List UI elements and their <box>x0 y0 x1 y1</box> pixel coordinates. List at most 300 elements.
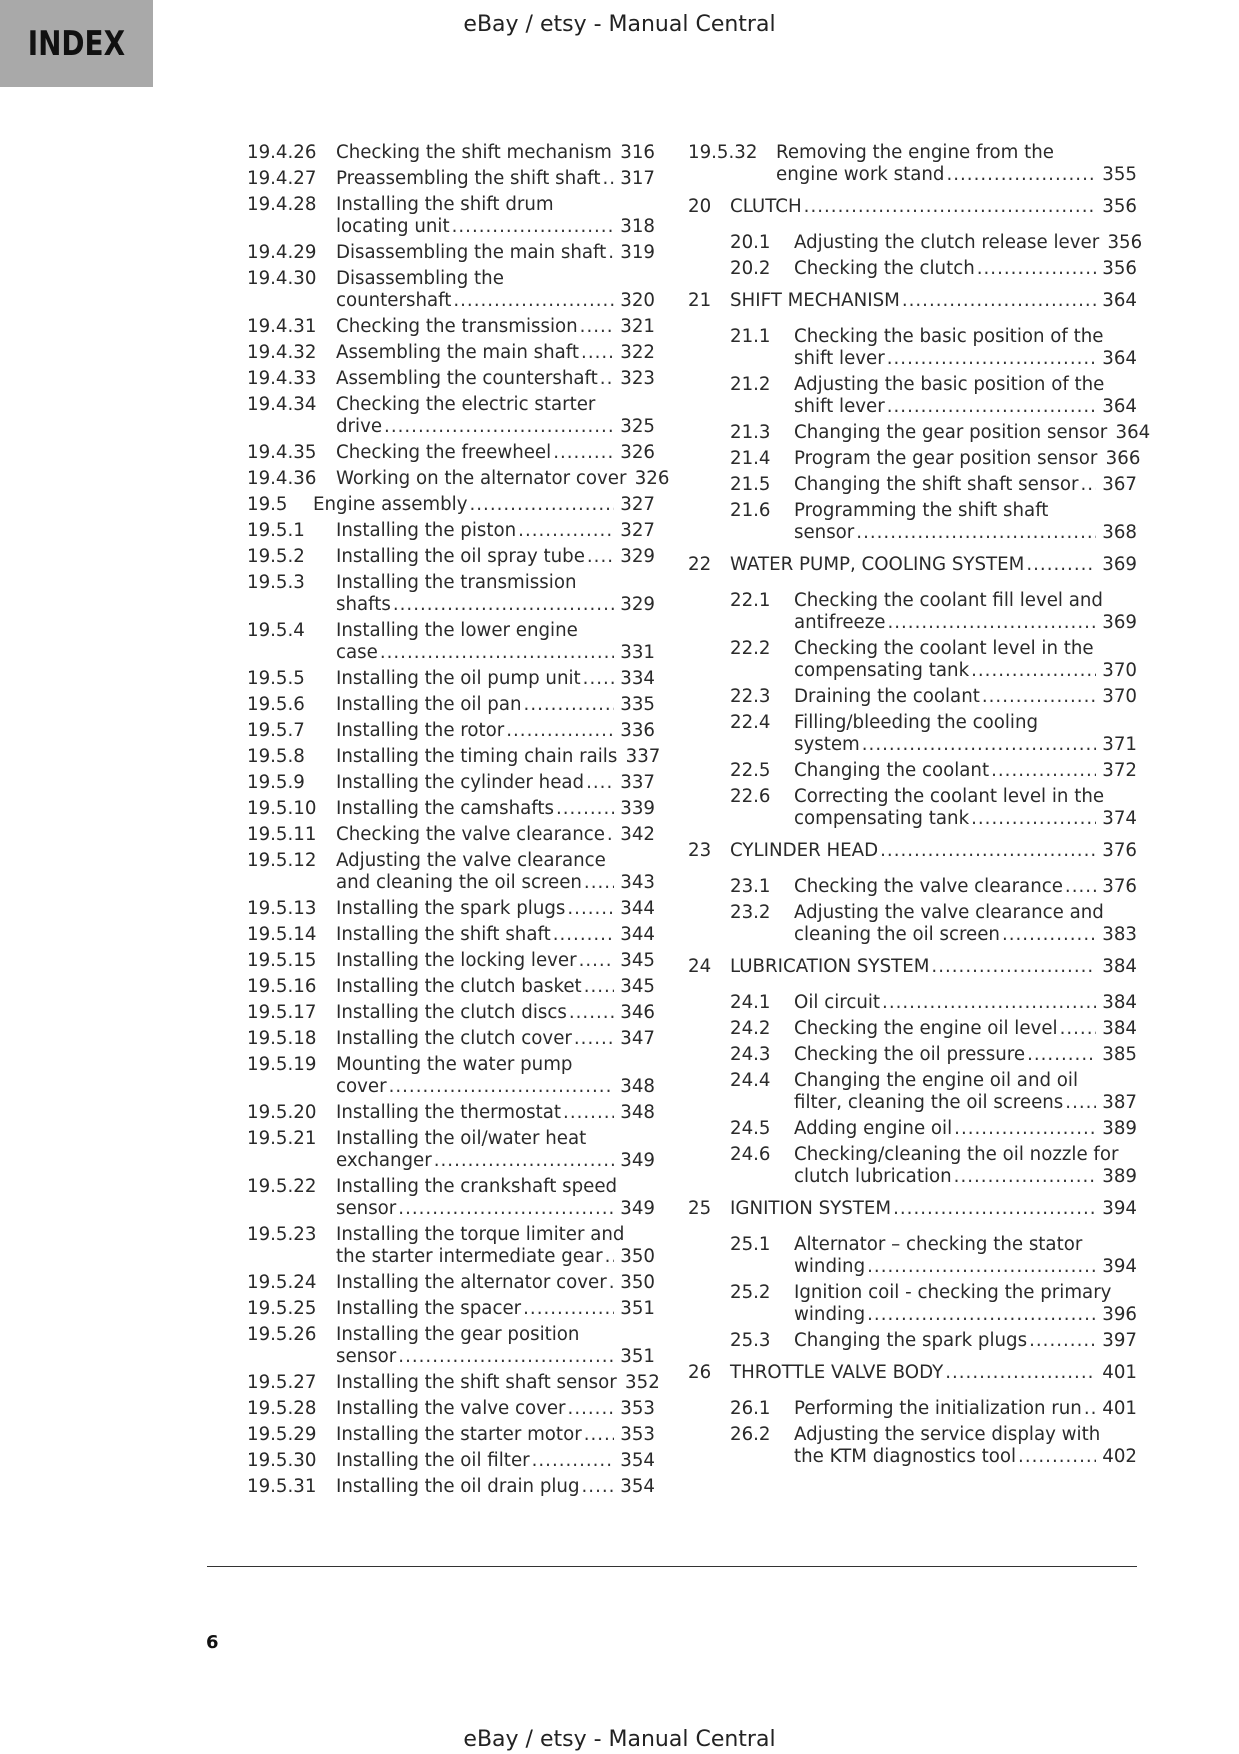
toc-entry-title-line: Installing the lower engine <box>336 620 578 641</box>
toc-entry[interactable] <box>688 422 1151 444</box>
dot-leader <box>563 1102 614 1124</box>
toc-entry-number: 19.5.10 <box>247 798 317 819</box>
toc-entry-number: 23.2 <box>730 902 771 923</box>
dot-leader <box>567 898 614 920</box>
toc-entry-number: 19.5.1 <box>247 520 305 541</box>
toc-entry[interactable] <box>247 1424 655 1446</box>
dot-leader <box>804 196 1096 218</box>
toc-entry-page: 336 <box>620 720 655 741</box>
toc-entry-page: 346 <box>620 1002 655 1023</box>
toc-entry-title-line: Installing the spacer <box>336 1298 522 1319</box>
toc-entry[interactable] <box>688 500 1137 544</box>
toc-entry[interactable] <box>247 442 655 464</box>
toc-entry-title-line: filter, cleaning the oil screens <box>794 1092 1064 1113</box>
dot-leader <box>1018 1446 1096 1468</box>
toc-entry-page: 367 <box>1102 474 1137 495</box>
toc-entry[interactable] <box>688 1044 1137 1066</box>
toc-entry[interactable] <box>247 1002 655 1024</box>
toc-entry[interactable] <box>688 1398 1137 1420</box>
toc-entry-title-line: Checking the coolant level in the <box>794 638 1094 659</box>
toc-entry-page: 355 <box>1102 164 1137 185</box>
toc-entry-page: 385 <box>1102 1044 1137 1065</box>
toc-entry-title-line: shift lever <box>794 348 885 369</box>
toc-entry-page: 320 <box>620 290 655 311</box>
toc-entry-title-line: Changing the gear position sensor <box>794 422 1108 443</box>
toc-left-column <box>247 142 670 1502</box>
toc-entry-page: 369 <box>1102 554 1137 575</box>
dot-leader <box>579 950 614 972</box>
toc-entry[interactable] <box>247 1102 655 1124</box>
toc-entry-title-line: Programming the shift shaft <box>794 500 1049 521</box>
toc-entry-page: 344 <box>620 924 655 945</box>
toc-entry[interactable] <box>688 638 1137 682</box>
dot-leader <box>569 1002 614 1024</box>
toc-entry-title-line: Checking/cleaning the oil nozzle for <box>794 1144 1119 1165</box>
toc-entry-page: 335 <box>620 694 655 715</box>
toc-entry-page: 364 <box>1115 422 1151 443</box>
toc-entry-title-line: Installing the rotor <box>336 720 505 741</box>
toc-entry[interactable] <box>247 572 655 616</box>
dot-leader <box>1060 1018 1096 1040</box>
toc-entry-page: 334 <box>620 668 655 689</box>
toc-entry-number: 19.5.8 <box>247 746 305 767</box>
toc-entry-title-line: Checking the oil pressure <box>794 1044 1026 1065</box>
dot-leader <box>580 316 614 338</box>
dot-leader <box>506 720 614 742</box>
dot-leader <box>600 368 614 390</box>
toc-entry-page: 317 <box>620 168 655 189</box>
toc-entry-number: 19.4.36 <box>247 468 317 489</box>
toc-entry-number: 19.5.15 <box>247 950 317 971</box>
toc-entry-page: 351 <box>620 1346 655 1367</box>
toc-entry[interactable] <box>247 1176 655 1220</box>
toc-entry-number: 19.4.27 <box>247 168 317 189</box>
toc-entry-title-line: Assembling the main shaft <box>336 342 580 363</box>
toc-entry[interactable] <box>688 786 1137 830</box>
dot-leader <box>1065 876 1096 898</box>
toc-entry-page: 366 <box>1105 448 1141 469</box>
toc-entry-number: 21.6 <box>730 500 771 521</box>
toc-entry[interactable] <box>688 956 1137 978</box>
toc-entry-title-line: Correcting the coolant level in the <box>794 786 1105 807</box>
toc-entry[interactable] <box>247 1272 655 1294</box>
toc-entry-title-line: Installing the crankshaft speed <box>336 1176 618 1197</box>
toc-entry-title-line: Preassembling the shift shaft <box>336 168 601 189</box>
toc-entry-page: 342 <box>620 824 655 845</box>
toc-entry-title-line: Installing the transmission <box>336 572 577 593</box>
toc-entry[interactable] <box>247 494 655 516</box>
toc-entry-page: 351 <box>620 1298 655 1319</box>
dot-leader <box>856 522 1096 544</box>
toc-entry[interactable] <box>688 876 1137 898</box>
index-tab-label: INDEX <box>27 23 126 64</box>
toc-entry-number: 21.1 <box>730 326 771 347</box>
toc-entry[interactable] <box>247 520 655 542</box>
dot-leader <box>991 760 1096 782</box>
toc-entry[interactable] <box>247 394 655 438</box>
toc-entry-page: 389 <box>1102 1118 1137 1139</box>
toc-entry-title-line: Checking the freewheel <box>336 442 552 463</box>
toc-entry-page: 394 <box>1102 1198 1137 1219</box>
toc-entry-title-line: Installing the clutch discs <box>336 1002 567 1023</box>
toc-entry-page: 327 <box>620 494 655 515</box>
toc-entry[interactable] <box>247 1128 655 1172</box>
toc-entry[interactable] <box>688 326 1137 370</box>
dot-leader <box>452 216 614 238</box>
toc-entry-page: 364 <box>1102 348 1137 369</box>
toc-entry-title-line: Installing the piston <box>336 520 517 541</box>
toc-entry[interactable] <box>688 1070 1137 1114</box>
watermark-top: eBay / etsy - Manual Central <box>463 12 776 37</box>
toc-entry[interactable] <box>688 258 1137 280</box>
toc-entry-number: 22.3 <box>730 686 771 707</box>
toc-entry-number: 19.5.21 <box>247 1128 317 1149</box>
toc-entry[interactable] <box>247 168 655 190</box>
toc-entry-number: 21.4 <box>730 448 771 469</box>
toc-entry[interactable] <box>247 368 655 390</box>
toc-entry[interactable] <box>247 1224 655 1268</box>
toc-entry[interactable] <box>247 798 655 820</box>
toc-entry-title-line: Changing the spark plugs <box>794 1330 1028 1351</box>
toc-entry-number: 19.5.6 <box>247 694 305 715</box>
toc-entry-page: 345 <box>620 950 655 971</box>
dot-leader <box>556 798 614 820</box>
toc-entry[interactable] <box>247 950 655 972</box>
toc-entry-page: 384 <box>1102 992 1137 1013</box>
toc-entry[interactable] <box>247 1324 655 1368</box>
toc-entry-title-line: Installing the starter motor <box>336 1424 582 1445</box>
toc-entry-page: 384 <box>1102 956 1137 977</box>
toc-entry[interactable] <box>247 976 655 998</box>
toc-entry-page: 345 <box>620 976 655 997</box>
watermark-bottom: eBay / etsy - Manual Central <box>463 1727 776 1752</box>
toc-entry-page: 383 <box>1102 924 1137 945</box>
toc-entry-number: 21 <box>688 290 712 311</box>
dot-leader <box>902 290 1096 312</box>
toc-entry-number: 19.5.20 <box>247 1102 317 1123</box>
dot-leader <box>1029 1330 1096 1352</box>
toc-entry[interactable] <box>688 992 1137 1014</box>
dot-leader <box>1026 554 1096 576</box>
toc-entry-title-line: Installing the clutch cover <box>336 1028 572 1049</box>
toc-entry-number: 23.1 <box>730 876 771 897</box>
toc-entry-page: 387 <box>1102 1092 1137 1113</box>
toc-entry-title-line: Checking the transmission <box>336 316 578 337</box>
toc-entry[interactable] <box>688 840 1137 862</box>
toc-entry-number: 19.4.35 <box>247 442 317 463</box>
toc-entry-title-line: Installing the oil/water heat <box>336 1128 587 1149</box>
toc-entry-title-line: Adjusting the service display with <box>794 1424 1101 1445</box>
toc-entry-title-line: Checking the electric starter <box>336 394 596 415</box>
toc-entry[interactable] <box>247 668 655 690</box>
toc-entry-page: 354 <box>620 1476 655 1497</box>
toc-entry[interactable] <box>688 1118 1137 1140</box>
toc-entry-number: 19.5.14 <box>247 924 317 945</box>
dot-leader <box>553 442 614 464</box>
toc-entry-title-line: drive <box>336 416 383 437</box>
toc-entry[interactable] <box>688 142 1137 186</box>
toc-entry-number: 20.2 <box>730 258 771 279</box>
toc-entry[interactable] <box>688 686 1137 708</box>
toc-entry[interactable] <box>247 850 655 894</box>
toc-entry-number: 19.4.32 <box>247 342 317 363</box>
toc-entry-page: 344 <box>620 898 655 919</box>
toc-entry[interactable] <box>247 194 655 238</box>
toc-entry-page: 337 <box>625 746 661 767</box>
toc-entry-page: 319 <box>620 242 655 263</box>
toc-entry[interactable] <box>247 1450 655 1472</box>
toc-entry[interactable] <box>688 196 1137 218</box>
toc-entry-title-line: Adjusting the valve clearance and <box>794 902 1104 923</box>
toc-entry-page: 376 <box>1102 876 1137 897</box>
toc-entry[interactable] <box>688 1234 1137 1278</box>
toc-entry[interactable] <box>247 824 655 846</box>
toc-entry-title-line: THROTTLE VALVE BODY <box>730 1362 944 1383</box>
dot-leader <box>609 1272 614 1294</box>
toc-entry-page: 339 <box>620 798 655 819</box>
dot-leader <box>584 1424 614 1446</box>
toc-entry-page: 356 <box>1102 258 1137 279</box>
toc-entry-title-line: Alternator – checking the stator <box>794 1234 1083 1255</box>
toc-entry[interactable] <box>688 712 1137 756</box>
toc-entry-page: 322 <box>620 342 655 363</box>
dot-leader <box>518 520 614 542</box>
toc-entry-title-line: Changing the coolant <box>794 760 990 781</box>
toc-entry-number: 19.5.25 <box>247 1298 317 1319</box>
toc-entry-page: 372 <box>1102 760 1137 781</box>
toc-entry-page: 350 <box>620 1246 655 1267</box>
dot-leader <box>398 1346 614 1368</box>
toc-entry-title-line: shafts <box>336 594 391 615</box>
toc-entry[interactable] <box>247 1028 655 1050</box>
toc-entry-number: 22.5 <box>730 760 771 781</box>
toc-entry-page: 402 <box>1102 1446 1137 1467</box>
toc-entry-title-line: the KTM diagnostics tool <box>794 1446 1017 1467</box>
dot-leader <box>982 686 1096 708</box>
toc-entry[interactable] <box>247 342 655 364</box>
toc-entry[interactable] <box>688 590 1137 634</box>
toc-entry-number: 23 <box>688 840 712 861</box>
toc-entry-number: 19.5.2 <box>247 546 305 567</box>
toc-entry-number: 19.5.13 <box>247 898 317 919</box>
dot-leader <box>398 1198 614 1220</box>
toc-entry[interactable] <box>247 468 670 490</box>
toc-entry-number: 21.3 <box>730 422 771 443</box>
toc-entry-title-line: Installing the oil spray tube <box>336 546 585 567</box>
toc-entry-title-line: Assembling the countershaft <box>336 368 598 389</box>
toc-entry[interactable] <box>247 720 655 742</box>
toc-entry-page: 349 <box>620 1150 655 1171</box>
toc-entry-number: 24 <box>688 956 712 977</box>
dot-leader <box>581 342 614 364</box>
toc-entry-page: 364 <box>1102 290 1137 311</box>
toc-entry-page: 364 <box>1102 396 1137 417</box>
toc-entry-number: 19.5.5 <box>247 668 305 689</box>
toc-entry[interactable] <box>688 1424 1137 1468</box>
toc-entry-number: 22.6 <box>730 786 771 807</box>
toc-entry-number: 19.5.28 <box>247 1398 317 1419</box>
toc-entry-number: 19.5.29 <box>247 1424 317 1445</box>
toc-entry-number: 19.5.4 <box>247 620 305 641</box>
toc-entry[interactable] <box>247 1298 655 1320</box>
toc-entry[interactable] <box>247 898 655 920</box>
toc-entry-title-line: Installing the clutch basket <box>336 976 582 997</box>
toc-entry-number: 19.4.31 <box>247 316 317 337</box>
dot-leader <box>882 992 1096 1014</box>
dot-leader <box>1065 1092 1096 1114</box>
toc-entry[interactable] <box>247 772 655 794</box>
toc-entry-page: 394 <box>1102 1256 1137 1277</box>
dot-leader <box>945 1362 1096 1384</box>
toc-entry-number: 25.3 <box>730 1330 771 1351</box>
toc-entry[interactable] <box>688 1282 1137 1326</box>
toc-entry[interactable] <box>688 474 1137 496</box>
toc-entry[interactable] <box>688 1362 1137 1384</box>
toc-entry-title-line: Removing the engine from the <box>776 142 1054 163</box>
toc-entry-number: 22.4 <box>730 712 771 733</box>
toc-entry-number: 19.4.28 <box>247 194 317 215</box>
dot-leader <box>867 1304 1096 1326</box>
toc-entry[interactable] <box>688 554 1137 576</box>
toc-entry-page: 348 <box>620 1076 655 1097</box>
toc-entry-title-line: Installing the cylinder head <box>336 772 585 793</box>
toc-entry[interactable] <box>688 374 1137 418</box>
toc-entry-title-line: Installing the oil filter <box>336 1450 530 1471</box>
toc-entry[interactable] <box>688 1330 1137 1352</box>
dot-leader <box>1080 474 1096 496</box>
dot-leader <box>434 1150 614 1172</box>
toc-entry[interactable] <box>688 902 1137 946</box>
toc-entry[interactable] <box>247 268 655 312</box>
toc-entry-number: 25.2 <box>730 1282 771 1303</box>
toc-entry[interactable] <box>688 760 1137 782</box>
toc-entry[interactable] <box>247 316 655 338</box>
toc-entry[interactable] <box>247 1398 655 1420</box>
toc-entry[interactable] <box>247 142 655 164</box>
toc-entry-number: 22 <box>688 554 712 575</box>
dot-leader <box>384 416 614 438</box>
toc-entry-page: 371 <box>1102 734 1137 755</box>
toc-entry-page: 376 <box>1102 840 1137 861</box>
toc-entry-number: 26.1 <box>730 1398 771 1419</box>
toc-entry[interactable] <box>688 232 1143 254</box>
toc-entry-title-line: Installing the thermostat <box>336 1102 562 1123</box>
toc-entry-title-line: Adjusting the basic position of the <box>794 374 1105 395</box>
toc-entry-page: 349 <box>620 1198 655 1219</box>
toc-entry-title-line: Disassembling the main shaft <box>336 242 607 263</box>
toc-entry-number: 25.1 <box>730 1234 771 1255</box>
toc-entry-number: 24.6 <box>730 1144 771 1165</box>
toc-entry-title-line: Filling/bleeding the cooling <box>794 712 1039 733</box>
toc-entry[interactable] <box>247 1476 655 1498</box>
toc-entry[interactable] <box>688 290 1137 312</box>
toc-entry-page: 323 <box>620 368 655 389</box>
toc-entry-title-line: Installing the gear position <box>336 1324 580 1345</box>
toc-entry-number: 21.2 <box>730 374 771 395</box>
dot-leader <box>887 612 1096 634</box>
toc-entry-number: 19.5.17 <box>247 1002 317 1023</box>
toc-entry-title-line: engine work stand <box>776 164 945 185</box>
toc-entry[interactable] <box>247 1054 655 1098</box>
toc-entry-number: 26.2 <box>730 1424 771 1445</box>
dot-leader <box>584 976 614 998</box>
toc-entry-number: 24.3 <box>730 1044 771 1065</box>
toc-entry-title-line: Installing the locking lever <box>336 950 577 971</box>
toc-entry-number: 19.5.11 <box>247 824 317 845</box>
toc-entry-title-line: Installing the valve cover <box>336 1398 566 1419</box>
toc-entry-number: 22.2 <box>730 638 771 659</box>
dot-leader <box>587 546 614 568</box>
toc-right-column <box>688 142 1151 1472</box>
toc-entry[interactable] <box>688 1018 1137 1040</box>
dot-leader <box>602 168 614 190</box>
toc-entry-number: 25 <box>688 1198 712 1219</box>
toc-entry-title-line: Engine assembly <box>313 494 468 515</box>
toc-entry[interactable] <box>247 242 655 264</box>
toc-entry-title-line: Program the gear position sensor <box>794 448 1098 469</box>
toc-entry-page: 370 <box>1102 686 1137 707</box>
toc-entry-title-line: Disassembling the <box>336 268 504 289</box>
toc-entry-title-line: Installing the shift shaft sensor <box>336 1372 617 1393</box>
toc-entry-title-line: CLUTCH <box>730 196 802 217</box>
dot-leader <box>887 348 1096 370</box>
toc-entry-page: 384 <box>1102 1018 1137 1039</box>
toc-entry-title-line: Oil circuit <box>794 992 881 1013</box>
toc-entry[interactable] <box>688 448 1141 470</box>
dot-leader <box>532 1450 614 1472</box>
dot-leader <box>583 668 614 690</box>
dot-leader <box>880 840 1096 862</box>
toc-entry[interactable] <box>247 694 655 716</box>
toc-entry-title-line: Working on the alternator cover <box>336 468 627 489</box>
toc-entry-page: 327 <box>620 520 655 541</box>
toc-entry[interactable] <box>688 1144 1137 1188</box>
toc-entry-number: 19.5.18 <box>247 1028 317 1049</box>
toc-entry-title-line: Changing the shift shaft sensor <box>794 474 1079 495</box>
toc-entry-page: 343 <box>620 872 655 893</box>
toc-entry[interactable] <box>688 1198 1137 1220</box>
toc-entry-title-line: Installing the timing chain rails <box>336 746 618 767</box>
toc-entry[interactable] <box>247 620 655 664</box>
toc-entry-page: 329 <box>620 546 655 567</box>
toc-entry-title-line: sensor <box>336 1346 397 1367</box>
toc-entry-page: 352 <box>625 1372 660 1393</box>
toc-entry[interactable] <box>247 546 655 568</box>
toc-entry-title-line: compensating tank <box>794 660 970 681</box>
dot-leader <box>607 824 614 846</box>
toc-entry[interactable] <box>247 746 661 768</box>
dot-leader <box>380 642 614 664</box>
toc-entry-title-line: clutch lubrication <box>794 1166 952 1187</box>
toc-entry-number: 24.1 <box>730 992 771 1013</box>
toc-entry-title-line: IGNITION SYSTEM <box>730 1198 892 1219</box>
dot-leader <box>954 1166 1096 1188</box>
toc-entry-title-line: Changing the engine oil and oil <box>794 1070 1079 1091</box>
toc-entry-number: 19.5.32 <box>688 142 758 163</box>
toc-entry-title-line: exchanger <box>336 1150 432 1171</box>
dot-leader <box>605 1246 614 1268</box>
toc-entry-title-line: Installing the oil pump unit <box>336 668 581 689</box>
dot-leader <box>586 772 614 794</box>
dot-leader <box>608 242 614 264</box>
dot-leader <box>469 494 614 516</box>
toc-entry-number: 24.2 <box>730 1018 771 1039</box>
dot-leader <box>977 258 1096 280</box>
toc-entry[interactable] <box>247 924 655 946</box>
toc-entry[interactable] <box>247 1372 660 1394</box>
toc-entry-page: 374 <box>1102 808 1137 829</box>
toc-entry-title-line: Checking the clutch <box>794 258 975 279</box>
